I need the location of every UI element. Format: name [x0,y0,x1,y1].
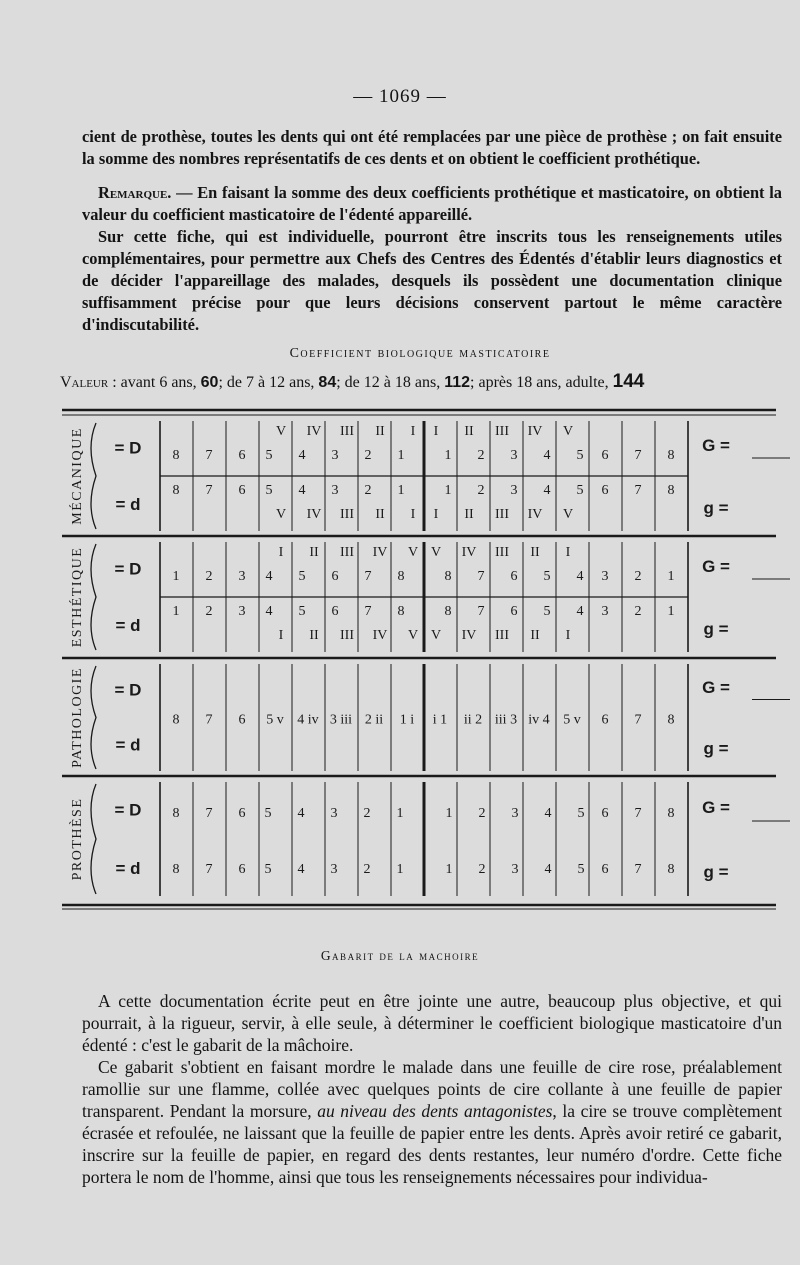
valeur-value-2: 84 [318,374,337,391]
valeur-text-2: ; de 7 à 12 ans, [218,374,319,391]
valeur-label: Valeur [60,374,109,391]
intro-paragraph: cient de prothèse, toutes les dents qui ont été remplacées par une pièce de prothèse ; on fait ensuite la somme des nombres représentatifs de ces dents et on obtient le coefficient prothétique. [82,127,782,168]
tooth-number: 4 [298,483,306,498]
tooth-number: 7 [634,448,642,463]
tooth-roman: IV [461,628,477,643]
tooth-number: 3 iii [329,712,353,728]
tooth-number: 2 [364,448,372,463]
upper-row-label: = D [114,800,142,820]
tooth-number: 5 [265,448,273,463]
gabarit-paragraph-2b: , la cire se trouve complètement écrasée et refoulée, ne laissant que la feuille de papier entre les dents. Après avoir retiré ce gabarit, inscrire sur la feuille de papier, en regard des dents restantes, leur numéro d'ordre. Cette fiche portera le nom de l'homme, ainsi que tous les renseignements nécessaires pour individua- [82,1101,782,1187]
tooth-number: 3 [330,862,338,878]
tooth-roman: II [464,507,474,522]
tooth-number: 2 [634,604,642,619]
tooth-number: 6 [601,712,609,728]
tooth-number: 4 [265,604,273,619]
tooth-roman: II [375,507,385,522]
tooth-number: 5 v [563,712,581,728]
tooth-number: 7 [634,483,642,498]
tooth-number: 7 [205,712,213,728]
tooth-number: 1 [396,862,404,878]
tooth-number: 8 [172,483,180,498]
section-name-esthétique: ESTHÉTIQUE [70,546,86,648]
valeur-text-3: ; de 12 à 18 ans, [336,374,445,391]
tooth-roman: IV [372,628,388,643]
tooth-number: 8 [172,448,180,463]
tooth-roman: V [407,545,419,560]
tooth-roman: III [495,507,509,522]
tooth-number: 7 [205,862,213,878]
tooth-number: 7 [205,483,213,498]
tooth-number: iii 3 [494,712,518,728]
tooth-number: 4 iv [297,712,319,728]
tooth-roman: IV [461,545,477,560]
tooth-number: 6 [601,448,609,463]
tooth-roman: IV [306,424,322,439]
tooth-number: 5 [298,604,306,619]
tooth-roman: III [495,424,509,439]
tooth-number: 8 [667,862,675,878]
tooth-number: 6 [238,862,246,878]
tooth-number: i 1 [432,712,448,728]
tooth-number: 7 [364,604,372,619]
coefficient-title: Coefficient biologique masticatoire [289,346,551,361]
tooth-number: 7 [634,712,642,728]
tooth-number: 1 [397,448,405,463]
tooth-roman: IV [306,507,322,522]
tooth-number: 4 [265,569,273,584]
remarque-text: — En faisant la somme des deux coefficients prothétique et masticatoire, on obtient la valeur du coefficient masticatoire de l'édenté appareillé. [82,183,782,224]
section-brace [91,544,96,650]
tooth-number: 2 ii [364,712,384,728]
tooth-number: 1 [397,483,405,498]
tooth-number: 2 [477,483,485,498]
tooth-roman: IV [372,545,388,560]
tooth-number: 1 [172,569,180,584]
tooth-roman: III [340,545,354,560]
tooth-roman: V [430,628,442,643]
tooth-number: 2 [363,806,371,822]
tooth-number: 6 [510,604,518,619]
tooth-number: 5 v [266,712,284,728]
valeur-text-1: : avant 6 ans, [108,374,201,391]
tooth-number: 2 [363,862,371,878]
tooth-roman: V [275,507,287,522]
tooth-number: 3 [331,483,339,498]
remarque-label: Remarque. [98,183,172,202]
tooth-roman: V [562,424,574,439]
tooth-number: 3 [511,806,519,822]
tooth-number: 3 [331,448,339,463]
tooth-number: 8 [667,806,675,822]
tooth-number: 5 [543,604,551,619]
lower-row-label: = d [115,735,141,755]
valeur-text-4: ; après 18 ans, adulte, [470,374,613,391]
tooth-number: 5 [264,862,272,878]
tooth-number: 5 [265,483,273,498]
tooth-number: 2 [205,604,213,619]
tooth-roman: III [340,628,354,643]
tooth-number: 4 [576,569,584,584]
tooth-roman: III [340,507,354,522]
tooth-number: 7 [205,448,213,463]
tooth-number: 1 [667,569,675,584]
tooth-number: 4 [543,483,551,498]
tooth-number: 6 [238,448,246,463]
tooth-number: 6 [238,483,246,498]
tooth-number: 6 [238,712,246,728]
section-name-mécanique: MÉCANIQUE [70,427,86,525]
gabarit-paragraph-2 [82,1056,782,1188]
tooth-number: 2 [634,569,642,584]
lower-total-label: g = [703,739,729,759]
tooth-number: 7 [477,604,485,619]
tooth-number: 8 [172,712,180,728]
gabarit-paragraph-2a: Ce gabarit s'obtient en faisant mordre le malade dans une feuille de cire rose, préalablement ramollie sur une flamme, collée avec quelques points de cire collante à une feuille de papier transparent. Pendant la morsure, [82,1057,782,1121]
tooth-number: 1 [445,806,453,822]
gabarit-title: Gabarit de la machoire [320,948,480,963]
tooth-number: 5 [543,569,551,584]
section-brace [91,666,96,769]
tooth-roman: III [495,628,509,643]
tooth-roman: I [410,424,416,439]
tooth-roman: I [410,507,416,522]
tooth-number: 1 i [399,712,415,728]
section-brace [91,423,96,529]
upper-total-label: G = [702,435,730,455]
tooth-roman: III [340,424,354,439]
tooth-roman: II [530,628,540,643]
tooth-number: iv 4 [528,712,550,728]
tooth-number: 3 [330,806,338,822]
tooth-number: 5 [577,862,585,878]
valeur-value-1: 60 [200,374,219,391]
gabarit-text [82,990,782,1188]
tooth-number: 2 [364,483,372,498]
tooth-number: 5 [576,448,584,463]
tooth-number: 1 [444,448,452,463]
tooth-number: 5 [576,483,584,498]
tooth-number: 2 [478,806,486,822]
tooth-number: 6 [238,806,246,822]
tooth-number: 6 [601,862,609,878]
tooth-number: 3 [511,862,519,878]
tooth-number: 2 [478,862,486,878]
tooth-number: 1 [667,604,675,619]
tooth-number: ii 2 [463,712,483,728]
gabarit-paragraph-1: A cette documentation écrite peut en être jointe une autre, beaucoup plus objective, et qui pourrait, à la rigueur, servir, à elle seule, à déterminer le coefficient biologique masticatoire d'un édenté : c'est le gabarit de la mâchoire. [82,991,782,1055]
tooth-number: 5 [298,569,306,584]
section-name-pathologie: PATHOLOGIE [70,667,86,768]
tooth-roman: I [565,545,571,560]
tooth-number: 3 [601,604,609,619]
tooth-number: 3 [510,483,518,498]
tooth-number: 7 [477,569,485,584]
tooth-number: 8 [667,448,675,463]
tooth-number: 7 [634,806,642,822]
tooth-number: 4 [298,448,306,463]
tooth-number: 6 [331,569,339,584]
tooth-number: 8 [397,604,405,619]
tooth-roman: V [430,545,442,560]
tooth-roman: II [464,424,474,439]
tooth-number: 4 [297,862,305,878]
tooth-number: 5 [577,806,585,822]
tooth-number: 8 [667,712,675,728]
tooth-roman: II [530,545,540,560]
tooth-roman: I [433,507,439,522]
page-number: — 1069 — [353,86,447,107]
tooth-number: 2 [205,569,213,584]
tooth-number: 1 [444,483,452,498]
tooth-number: 1 [396,806,404,822]
tooth-number: 4 [544,862,552,878]
tooth-number: 7 [634,862,642,878]
tooth-number: 2 [477,448,485,463]
tooth-roman: IV [527,424,543,439]
tooth-roman: I [433,424,439,439]
tooth-number: 5 [264,806,272,822]
tooth-number: 8 [444,569,452,584]
tooth-number: 6 [601,806,609,822]
upper-row-label: = D [114,438,142,458]
upper-row-label: = D [114,680,142,700]
tooth-roman: I [278,628,284,643]
tooth-roman: II [309,545,319,560]
tooth-number: 8 [172,806,180,822]
fiche-paragraph: Sur cette fiche, qui est individuelle, pourront être inscrits tous les renseignements utiles complémentaires, pour permettre aux Chefs des Centres des Édentés d'établir leurs diagnostics et de décider l'appareillage des malades, desquels ils possèdent une documentation clinique suffisamment précise pour que leurs décisions conservent partout le même caractère d'indiscutabilité. [82,227,782,334]
tooth-number: 6 [331,604,339,619]
tooth-roman: V [275,424,287,439]
lower-total-label: g = [703,862,729,882]
lower-row-label: = d [115,494,141,514]
section-name-prothèse: PROTHÈSE [70,797,86,881]
tooth-roman: I [565,628,571,643]
lower-row-label: = d [115,858,141,878]
tooth-number: 4 [297,806,305,822]
upper-total-label: G = [702,556,730,576]
tooth-roman: II [309,628,319,643]
tooth-number: 8 [172,862,180,878]
gabarit-paragraph-2-italic: au niveau des dents antagonistes [317,1101,553,1121]
lower-row-label: = d [115,615,141,635]
tooth-roman: V [562,507,574,522]
tooth-number: 4 [576,604,584,619]
tooth-roman: IV [527,507,543,522]
tooth-number: 3 [601,569,609,584]
tooth-roman: I [278,545,284,560]
tooth-number: 6 [601,483,609,498]
tooth-roman: V [407,628,419,643]
tooth-number: 1 [445,862,453,878]
tooth-number: 4 [544,806,552,822]
tooth-roman: II [375,424,385,439]
section-brace [91,784,96,894]
valeur-value-4: 144 [612,371,645,392]
tooth-number: 3 [238,569,246,584]
lower-total-label: g = [703,498,729,518]
tooth-number: 3 [510,448,518,463]
upper-row-label: = D [114,559,142,579]
upper-total-label: G = [702,678,730,698]
tooth-number: 1 [172,604,180,619]
tooth-number: 3 [238,604,246,619]
tooth-number: 6 [510,569,518,584]
tooth-number: 8 [444,604,452,619]
valeur-value-3: 112 [444,374,471,391]
tooth-number: 8 [667,483,675,498]
upper-total-label: G = [702,797,730,817]
tooth-number: 7 [364,569,372,584]
lower-total-label: g = [703,619,729,639]
tooth-roman: III [495,545,509,560]
tooth-number: 7 [205,806,213,822]
tooth-number: 8 [397,569,405,584]
tooth-number: 4 [543,448,551,463]
